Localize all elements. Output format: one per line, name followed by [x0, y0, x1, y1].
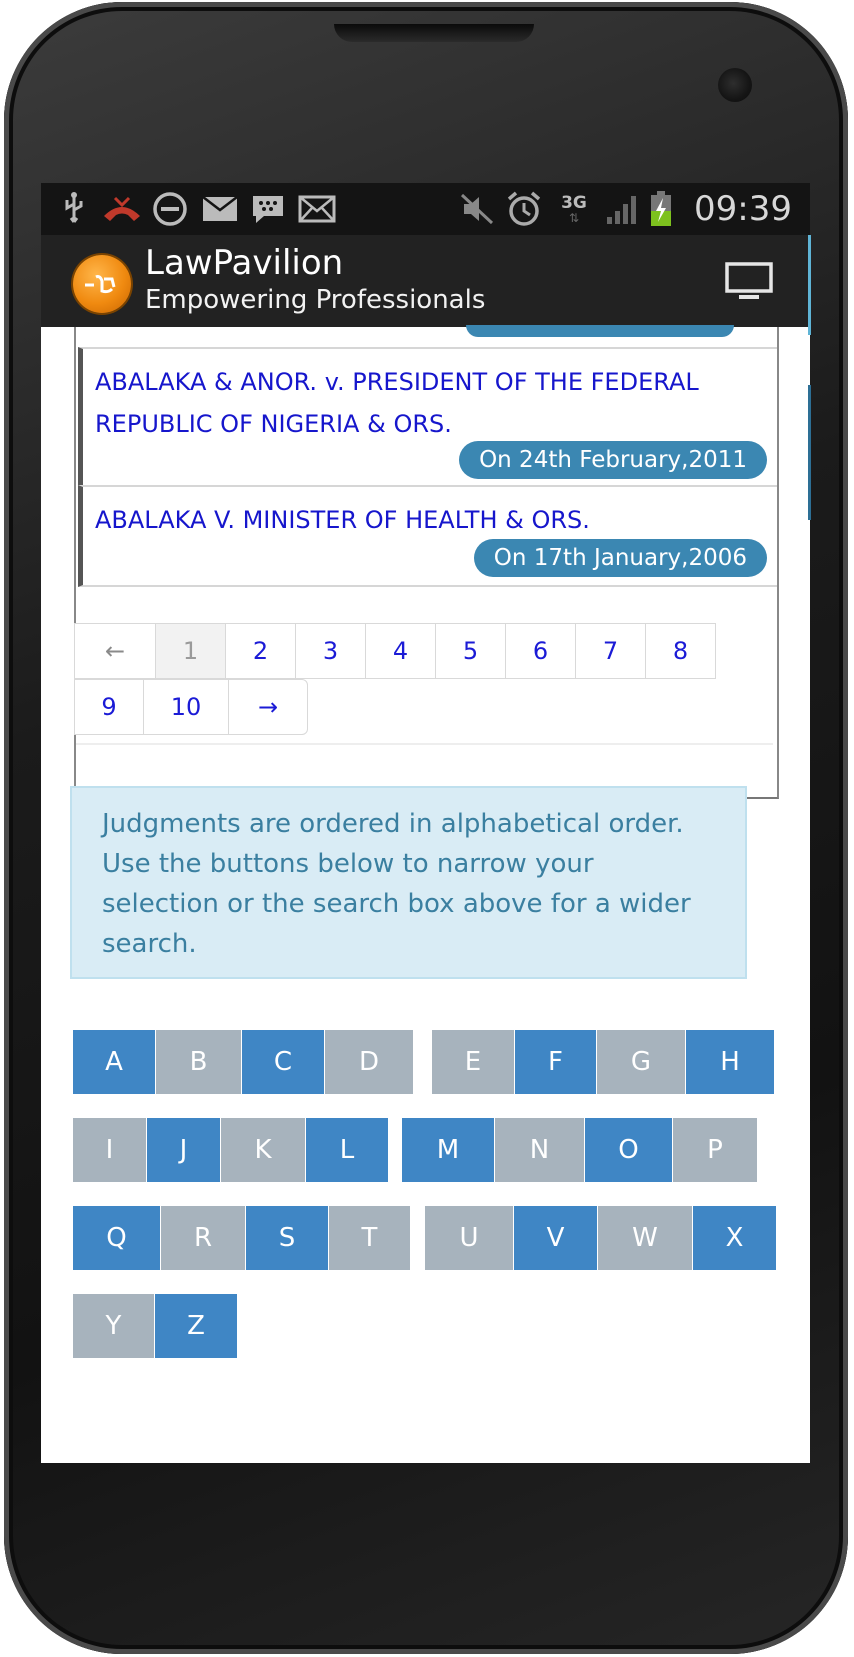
- case-item[interactable]: [78, 347, 777, 487]
- letter-p-button[interactable]: P: [673, 1118, 757, 1182]
- letter-x-button[interactable]: X: [693, 1206, 776, 1270]
- front-camera: [718, 68, 752, 102]
- letter-q-button[interactable]: Q: [73, 1206, 160, 1270]
- mute-icon: [459, 193, 495, 225]
- letter-z-button[interactable]: Z: [155, 1294, 237, 1358]
- lawpavilion-logo-icon[interactable]: [73, 255, 131, 313]
- app-title: LawPavilion: [145, 243, 344, 283]
- letter-v-button[interactable]: V: [514, 1206, 597, 1270]
- page-10-button[interactable]: 10: [143, 679, 229, 735]
- status-bar: [41, 183, 810, 235]
- letter-h-button[interactable]: H: [686, 1030, 774, 1094]
- email-icon: [201, 193, 239, 225]
- edge-accent: [808, 385, 811, 520]
- page-6-button[interactable]: 6: [505, 623, 576, 679]
- letter-e-button[interactable]: E: [432, 1030, 514, 1094]
- do-not-disturb-icon: [151, 193, 189, 225]
- letter-m-button[interactable]: M: [402, 1118, 494, 1182]
- page-3-button[interactable]: 3: [295, 623, 366, 679]
- case-title[interactable]: ABALAKA V. MINISTER OF HEALTH & ORS.: [95, 506, 590, 534]
- case-list: [74, 327, 779, 799]
- bbm-icon: [249, 193, 287, 225]
- letter-j-button[interactable]: J: [147, 1118, 220, 1182]
- letter-n-button[interactable]: N: [495, 1118, 584, 1182]
- edge-accent: [808, 235, 811, 335]
- usb-icon: [59, 193, 89, 225]
- case-date-badge: On 24th February,2011: [459, 441, 767, 479]
- letter-k-button[interactable]: K: [221, 1118, 305, 1182]
- previous-date-badge: [466, 325, 734, 337]
- page-1-button[interactable]: 1: [155, 623, 226, 679]
- letter-o-button[interactable]: O: [585, 1118, 672, 1182]
- letter-b-button[interactable]: B: [156, 1030, 241, 1094]
- page-5-button[interactable]: 5: [435, 623, 506, 679]
- missed-call-icon: [101, 193, 143, 225]
- letter-i-button[interactable]: I: [73, 1118, 146, 1182]
- screen: [41, 183, 810, 1463]
- page-2-button[interactable]: 2: [225, 623, 296, 679]
- letter-f-button[interactable]: F: [515, 1030, 596, 1094]
- info-alert: [70, 786, 747, 979]
- letter-d-button[interactable]: D: [325, 1030, 413, 1094]
- page-9-button[interactable]: 9: [74, 679, 144, 735]
- app-subtitle: Empowering Professionals: [145, 285, 486, 315]
- network-3g-icon: 3G ⇅: [561, 193, 587, 225]
- letter-w-button[interactable]: W: [598, 1206, 692, 1270]
- alarm-icon: [505, 193, 543, 225]
- letter-g-button[interactable]: G: [597, 1030, 685, 1094]
- mail-icon: [297, 193, 337, 225]
- desktop-icon[interactable]: [724, 261, 774, 301]
- app-bar: [41, 235, 810, 327]
- letter-s-button[interactable]: S: [246, 1206, 328, 1270]
- letter-y-button[interactable]: Y: [73, 1294, 154, 1358]
- case-item[interactable]: [78, 485, 777, 587]
- page-8-button[interactable]: 8: [645, 623, 716, 679]
- clock: 09:39: [694, 189, 792, 229]
- letter-r-button[interactable]: R: [161, 1206, 245, 1270]
- next-page-button[interactable]: →: [228, 679, 308, 735]
- page-4-button[interactable]: 4: [365, 623, 436, 679]
- info-text: Judgments are ordered in alphabetical order. Use the buttons below to narrow your selection or the search box above for a wider search.: [102, 809, 691, 959]
- signal-icon: [605, 193, 641, 225]
- letter-a-button[interactable]: A: [73, 1030, 155, 1094]
- page-7-button[interactable]: 7: [575, 623, 646, 679]
- letter-c-button[interactable]: C: [242, 1030, 324, 1094]
- earpiece-speaker: [334, 24, 534, 42]
- battery-charging-icon: [649, 193, 673, 225]
- case-title[interactable]: ABALAKA & ANOR. v. PRESIDENT OF THE FEDERAL REPUBLIC OF NIGERIA & ORS.: [95, 368, 699, 438]
- letter-u-button[interactable]: U: [425, 1206, 513, 1270]
- prev-page-button[interactable]: ←: [74, 623, 156, 679]
- letter-t-button[interactable]: T: [329, 1206, 410, 1270]
- case-date-badge: On 17th January,2006: [474, 539, 767, 577]
- letter-l-button[interactable]: L: [306, 1118, 388, 1182]
- divider: [76, 743, 773, 745]
- network-label: 3G: [561, 193, 587, 213]
